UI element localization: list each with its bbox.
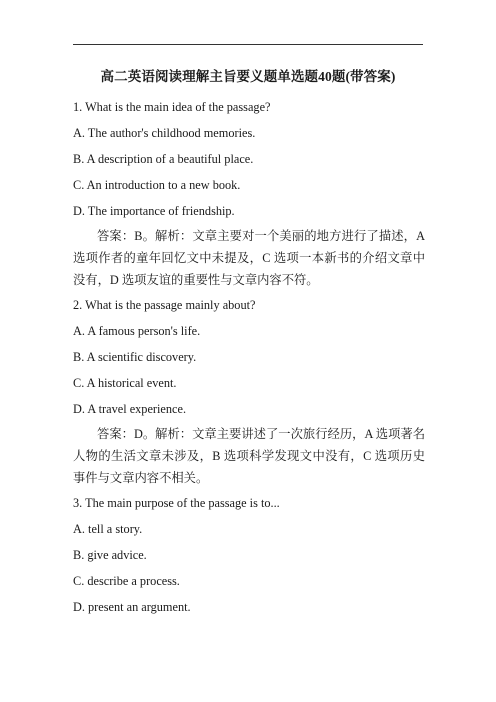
question-block (73, 297, 425, 489)
option-b: B. A description of a beautiful place. (73, 152, 254, 166)
answer-explanation: 答案：B。解析：文章主要对一个美丽的地方进行了描述，A 选项作者的童年回忆文中未提及，C 选项一本新书的介绍文章中没有，D 选项友谊的重要性与文章内容不符。 (73, 229, 425, 287)
question-text: 2. What is the passage mainly about? (73, 298, 256, 312)
option-c: C. An introduction to a new book. (73, 178, 241, 192)
question-list (73, 99, 425, 625)
question-text: 3. The main purpose of the passage is to... (73, 496, 280, 510)
option-d: D. present an argument. (73, 600, 191, 614)
option-b: B. A scientific discovery. (73, 350, 197, 364)
option-a: A. The author's childhood memories. (73, 126, 256, 140)
question-block (73, 99, 425, 291)
page-title: 高二英语阅读理解主旨要义题单选题40题(带答案) (100, 69, 396, 84)
header-rule (73, 44, 423, 45)
option-c: C. A historical event. (73, 376, 177, 390)
question-text: 1. What is the main idea of the passage? (73, 100, 271, 114)
option-b: B. give advice. (73, 548, 147, 562)
option-a: A. tell a story. (73, 522, 143, 536)
option-a: A. A famous person's life. (73, 324, 201, 338)
option-d: D. The importance of friendship. (73, 204, 235, 218)
option-d: D. A travel experience. (73, 402, 187, 416)
answer-explanation: 答案：D。解析：文章主要讲述了一次旅行经历，A 选项著名人物的生活文章未涉及，B 选项科学发现文中没有，C 选项历史事件与文章内容不相关。 (73, 427, 425, 485)
question-block (73, 495, 425, 615)
option-c: C. describe a process. (73, 574, 180, 588)
